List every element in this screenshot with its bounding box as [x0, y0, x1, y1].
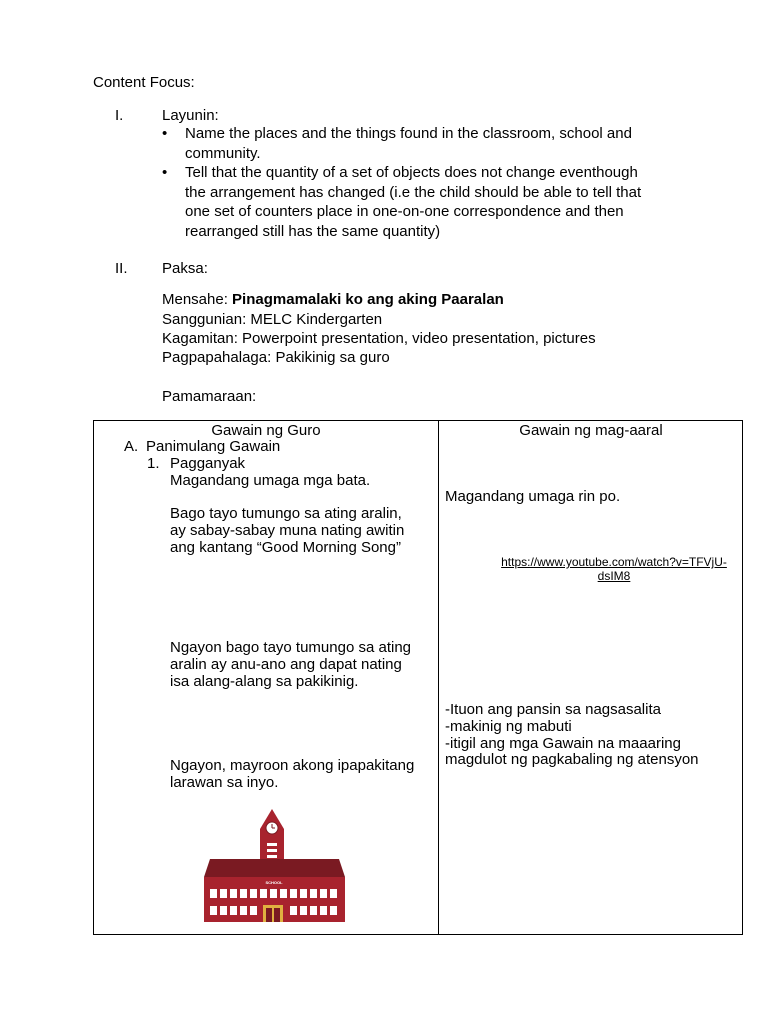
section-a-label: A. — [124, 438, 139, 455]
pagpapahalaga-line: Pagpapahalaga: Pakikinig sa guro — [162, 349, 390, 366]
item-1-title: Pagganyak — [170, 455, 246, 472]
pamamaraan-heading: Pamamaraan: — [162, 388, 257, 405]
objective-line: • Tell that the quantity of a set of objects does not change eventhough — [185, 164, 638, 181]
objective-line: community. — [185, 144, 261, 162]
activities-table — [93, 420, 743, 935]
objective-line: one set of counters place in one-on-one correspondence and then — [185, 203, 624, 220]
student-rule-line: magdulot ng pagkabaling ng atensyon — [445, 751, 699, 768]
teacher-column-header: Gawain ng Guro — [211, 422, 321, 439]
objective-line: the arrangement has changed (i.e the child should be able to tell that — [185, 183, 642, 201]
objective-line: rearranged still has the same quantity) — [185, 222, 441, 240]
section-1-numeral: I. — [115, 107, 124, 124]
student-rule-line: -makinig ng mabuti — [445, 718, 572, 735]
rules-question-line: aralin ay anu-ano ang dapat nating — [170, 656, 402, 673]
rules-question-line: Ngayon bago tayo tumungo sa ating — [170, 639, 412, 656]
rules-question-line: isa alang-alang sa pakikinig. — [170, 673, 359, 690]
objective-item — [162, 163, 682, 241]
song-video-link-line[interactable]: https://www.youtube.com/watch?v=TFVjU- — [501, 555, 727, 569]
song-video-link[interactable] — [484, 555, 744, 583]
item-1-label: 1. — [147, 455, 160, 472]
student-greeting-reply: Magandang umaga rin po. — [445, 488, 621, 505]
student-rule-line: -Ituon ang pansin sa nagsasalita — [445, 701, 661, 718]
column-divider — [438, 421, 439, 934]
objective-item — [162, 124, 682, 163]
building-roof — [204, 859, 345, 877]
student-rule-line: -itigil ang mga Gawain na maaaring — [445, 735, 681, 752]
section-2-numeral: II. — [115, 260, 128, 277]
song-video-link-line[interactable]: dsIM8 — [597, 569, 631, 583]
mensahe-value: Pinagmamalaki ko ang aking Paaralan — [232, 291, 504, 308]
song-line: ang kantang “Good Morning Song” — [170, 539, 401, 556]
song-line: Bago tayo tumungo sa ating aralin, — [170, 505, 402, 522]
kagamitan-line: Kagamitan: Powerpoint presentation, video presentation, pictures — [162, 330, 596, 347]
objective-line: • Name the places and the things found in the classroom, school and — [185, 125, 632, 142]
mensahe-label: Mensahe: — [162, 291, 228, 308]
song-line: ay sabay-sabay muna nating awitin — [170, 522, 405, 539]
section-2-title: Paksa: — [162, 260, 208, 277]
picture-intro-line: larawan sa inyo. — [170, 774, 279, 791]
student-column-header: Gawain ng mag-aaral — [519, 422, 663, 439]
school-sign: SCHOOL — [265, 880, 283, 885]
picture-intro-line: Ngayon, mayroon akong ipapakitang — [170, 757, 415, 774]
content-focus-heading: Content Focus: — [93, 74, 195, 91]
section-1-title: Layunin: — [162, 107, 219, 124]
mensahe-line — [162, 290, 504, 309]
teacher-greeting: Magandang umaga mga bata. — [170, 472, 371, 489]
objectives-list — [162, 124, 682, 241]
section-a-title: Panimulang Gawain — [146, 438, 281, 455]
school-building-image — [202, 809, 347, 924]
sanggunian-line: Sanggunian: MELC Kindergarten — [162, 311, 383, 328]
